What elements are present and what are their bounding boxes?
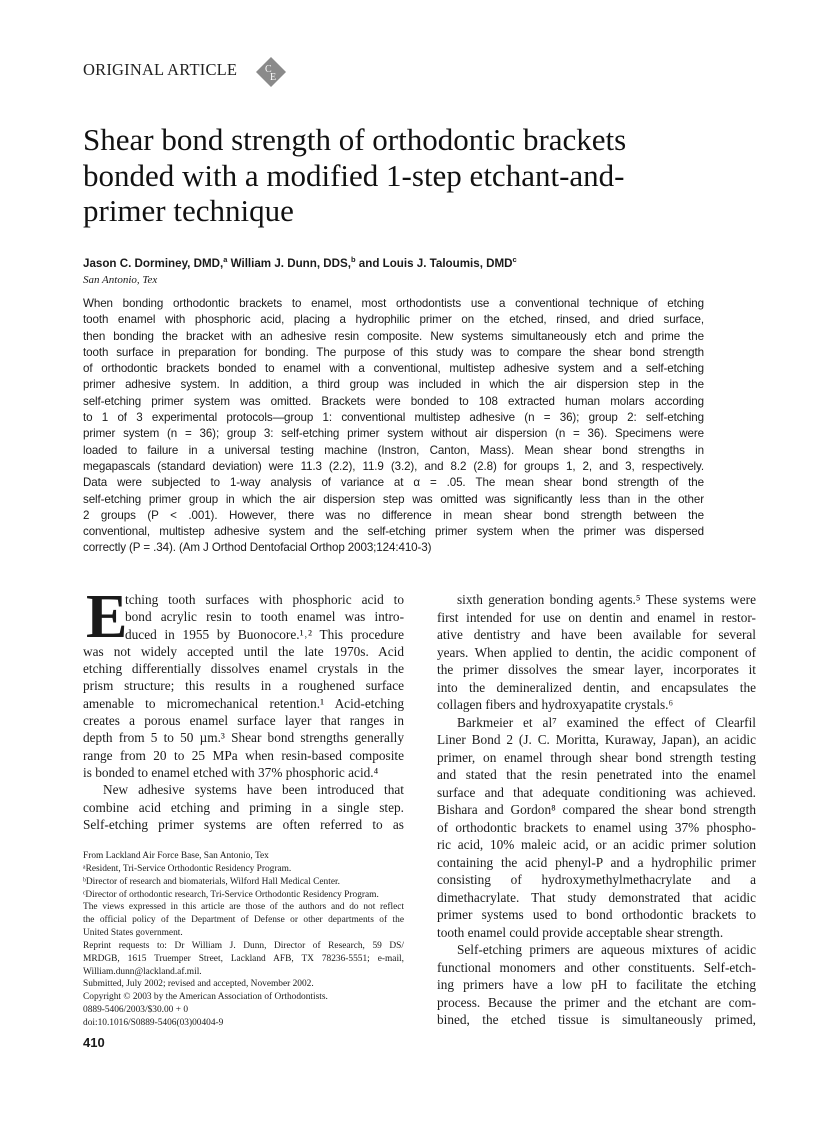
body-line: sixth generation bonding agents.⁵ These systems were — [457, 592, 756, 607]
drop-cap: E — [86, 583, 128, 651]
abstract-line: correctly (P = .34). (Am J Orthod Dentofacial Orthop 2003;124:410-3) — [83, 541, 432, 555]
body-line: ric acid, 10% maleic acid, or an acidic primer solution — [437, 837, 756, 852]
footnotes — [83, 850, 404, 1030]
footnote-line: MRDGB, 1615 Truemper Street, Lackland AFB, TX 78236-5551; e-mail, — [83, 953, 404, 964]
body-line: collagen fibers and hydroxyapatite crystals.⁶ — [437, 697, 674, 712]
footnote-line: doi:10.1016/S0889-5406(03)00404-9 — [83, 1017, 224, 1028]
body-line: amenable to micromechanical retention.¹ Acid-etching — [83, 695, 404, 711]
body-line: creates a porous enamel surface layer that ranges in — [83, 713, 404, 729]
body-line: years. When applied to dentin, the acidic component of — [437, 644, 756, 660]
body-line: Bishara and Gordon⁸ compared the shear bond strength — [437, 802, 756, 817]
abstract-line: Data were subjected to 1-way analysis of variance at α = .05. The mean shear bond strength of the — [83, 476, 704, 490]
footnote-line: 0889-5406/2003/$30.00 + 0 — [83, 1005, 189, 1016]
ce-logo-icon — [256, 57, 286, 87]
abstract-line: self-etching primer group in which the air dispersion step was omitted was significantly less than in the other — [83, 492, 704, 506]
body-line: first intended for use on dentin and enamel in restor- — [437, 609, 756, 625]
body-line: ing primers have a low pH to facilitate the etching — [437, 977, 756, 992]
section-label: ORIGINAL ARTICLE — [83, 60, 238, 79]
author: and Louis J. Taloumis, DMD — [355, 256, 513, 270]
abstract-line: 2 groups (P < .001). However, there was no difference in mean shear bond strength between the — [83, 508, 704, 522]
body-line: the primer dissolves the smear layer, incorporates it — [437, 662, 756, 677]
body-line: surface and that adequate conditioning was achieved. — [437, 784, 756, 800]
footnote-line: Copyright © 2003 by the American Association of Orthodontists. — [83, 992, 328, 1003]
body-line: tooth enamel could provide acceptable shear strength. — [437, 924, 724, 940]
abstract-line: primer system (n = 36); group 3: self-etching primer system without air dispersion (n = 36). Specimens were — [83, 427, 704, 441]
body-line: tching tooth surfaces with phosphoric acid to — [125, 592, 404, 607]
body-column-left — [83, 583, 404, 833]
body-line: and stated that the resin penetrated into the enamel — [437, 767, 756, 782]
abstract-line: then bonding the bracket with an adhesive resin composite. New systems simultaneously etch and prime the — [83, 329, 704, 343]
author: William J. Dunn, DDS, — [227, 256, 351, 270]
footnote-line: United States government. — [83, 928, 183, 939]
footnote-line: Submitted, July 2002; revised and accepted, November 2002. — [83, 979, 314, 990]
footnote-line: ᶜDirector of orthodontic research, Tri-Service Orthodontic Residency Program. — [83, 889, 379, 900]
svg-text:E: E — [270, 72, 277, 83]
body-line: is bonded to enamel etched with 37% phosphoric acid.⁴ — [83, 764, 379, 780]
title-line: bonded with a modified 1-step etchant-and- — [83, 157, 625, 193]
body-line: bond acrylic resin to tooth enamel was intro- — [125, 609, 404, 625]
affiliation-mark: c — [512, 255, 517, 264]
footnote-line: ᵃResident, Tri-Service Orthodontic Residency Program. — [83, 863, 292, 874]
author-location: San Antonio, Tex — [83, 274, 158, 286]
svg-text:C: C — [265, 64, 272, 75]
body-line: Self-etching primers are aqueous mixtures of acidic — [457, 942, 756, 957]
body-column-right — [437, 591, 756, 1029]
abstract-line: primer adhesive system. In addition, a third group was included in which the air dispersion step in the — [83, 378, 704, 392]
footnote-line: Reprint requests to: Dr William J. Dunn, Director of Research, 59 DS/ — [83, 940, 404, 951]
footnote-line: William.dunn@lackland.af.mil. — [83, 966, 202, 977]
body-line: depth from 5 to 50 µm.³ Shear bond strengths generally — [83, 730, 404, 746]
body-line: combine acid etching and priming in a single step. — [83, 799, 404, 815]
footnote-line: The views expressed in this article are those of the authors and do not reflect — [83, 902, 404, 913]
body-line: primer systems used to bond orthodontic brackets to — [437, 907, 756, 922]
body-line: containing the acid phenyl-P and a hydrophilic primer — [437, 854, 756, 870]
author-list — [83, 255, 517, 270]
body-line: Liner Bond 2 (J. C. Moritta, Kuraway, Japan), an acidic — [437, 732, 756, 747]
body-line: New adhesive systems have been introduced that — [103, 782, 404, 798]
body-line: process. Because the primer and the etchant are com- — [437, 994, 756, 1010]
footnote-line: ᵇDirector of research and biomaterials, Wilford Hall Medical Center. — [83, 876, 340, 887]
title-line: Shear bond strength of orthodontic brackets — [83, 122, 627, 157]
body-line: bined, the etched tissue is simultaneously primed, — [437, 1012, 756, 1027]
footnote-line: From Lackland Air Force Base, San Antonio, Tex — [83, 851, 269, 861]
body-line: of orthodontic brackets to enamel using 37% phospho- — [437, 819, 756, 835]
body-line: Barkmeier et al⁷ examined the effect of Clearfil — [457, 714, 756, 730]
article-title — [83, 122, 723, 229]
abstract-line: of orthodontic brackets bonded to enamel with a conventional, multistep adhesive system and a self-etching — [83, 362, 704, 376]
abstract — [83, 296, 704, 557]
page-number: 410 — [83, 1035, 105, 1050]
title-line: primer technique — [83, 193, 294, 228]
author: Jason C. Dorminey, DMD, — [83, 256, 224, 270]
body-line: dimethacrylate. That study demonstrated that acidic — [437, 889, 756, 905]
body-line: was not widely accepted until the late 1970s. Acid — [83, 643, 404, 659]
abstract-line: tooth enamel with phosphoric acid, placing a hydrophilic primer on the etched, rinsed, and dried surface, — [83, 313, 704, 327]
abstract-line: loaded to failure in a universal testing machine (Instron, Canton, Mass). Mean shear bond strengths in — [83, 443, 704, 457]
abstract-line: When bonding orthodontic brackets to enamel, most orthodontists use a conventional technique of etching — [83, 297, 704, 310]
abstract-line: megapascals (standard deviation) were 11.3 (2.2), 11.9 (3.2), and 8.2 (2.8) for groups 1, 2, and 3, respectively. — [83, 459, 704, 473]
body-line: functional monomers and other constituents. Self-etch- — [437, 959, 756, 975]
body-line: consisting of hydroxymethylmethacrylate and a — [437, 872, 756, 887]
abstract-line: tooth surface in preparation for bonding. The purpose of this study was to compare the shear bond strength — [83, 345, 704, 359]
affiliation-mark: a — [223, 255, 228, 264]
body-line: into the demineralized dentin, and encapsulates the — [437, 679, 756, 695]
body-line: duced in 1955 by Buonocore.¹˒² This procedure — [125, 626, 404, 642]
body-line: ative dentistry and have been available for several — [437, 627, 756, 642]
body-line: range from 20 to 25 MPa when resin-based composite — [83, 747, 404, 763]
body-line: primer, on enamel through shear bond strength testing — [437, 749, 756, 765]
body-line: etching differentially dissolves enamel crystals in the — [83, 661, 404, 677]
affiliation-mark: b — [350, 255, 356, 264]
abstract-line: conventional, multistep adhesive system and the self-etching primer system when the primer was dispersed — [83, 525, 704, 539]
body-line: Self-etching primer systems are often referred to as — [83, 816, 404, 832]
footnote-line: the official policy of the Department of Defense or other departments of the — [83, 915, 404, 926]
body-line: prism structure; this results in a roughened surface — [83, 678, 404, 694]
abstract-line: to 1 of 3 experimental protocols—group 1: conventional multistep adhesive (n = 36); group 2: self-etching — [83, 411, 704, 425]
abstract-line: self-etching primer system was omitted. Brackets were bonded to 108 extracted human molars according — [83, 394, 704, 408]
